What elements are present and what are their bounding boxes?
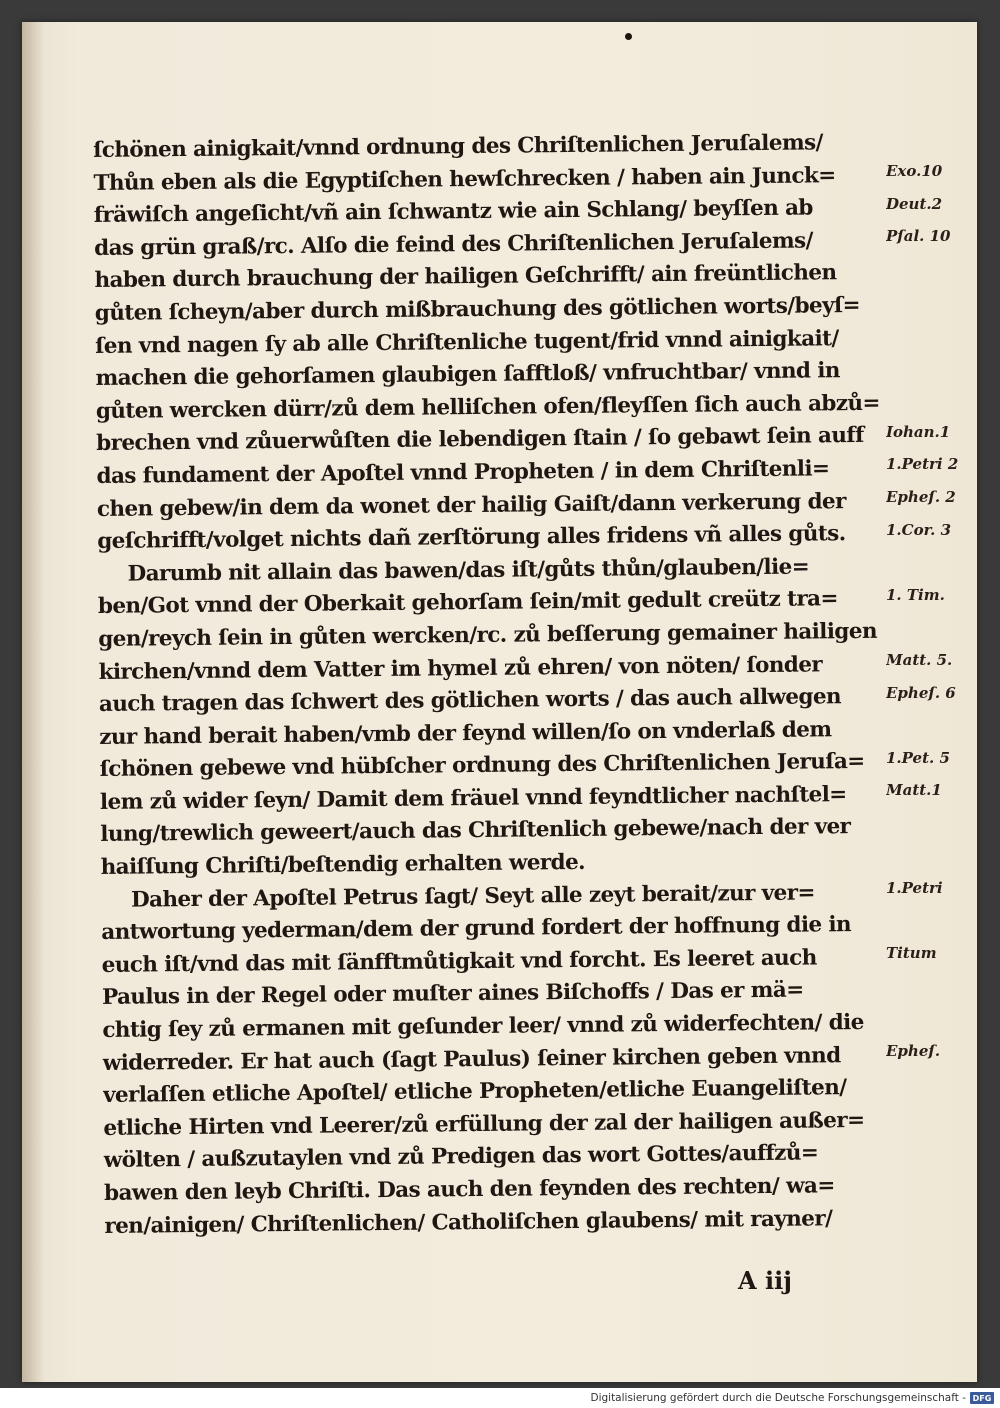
page-body-text [93,127,900,1243]
marginal-note: 1.Cor. 3 [886,520,952,539]
marginal-note: Epheſ. [886,1042,941,1061]
text-line: gen/reych ſein in gůten wercken/rc. zů beſſerung gemainer hailigen [98,618,878,652]
marginal-note: Exo.10 [886,162,943,180]
text-line: widerreder. Er hat auch (ſagt Paulus) ſeiner kirchen geben vnnd [102,1042,841,1076]
marginal-note: Matt.1 [886,781,942,800]
marginal-note: Epheſ. 6 [886,683,956,702]
text-line: euch iſt/vnd das mit ſänfftmůtigkait vnd forcht. Es leeret auch [101,945,817,978]
text-line: brechen vnd zůuerwůſten die lebendigen ſtain / ſo gebawt ſein auff [96,423,864,457]
text-line: fräwiſch angeſicht/vñ ain ſchwantz wie ain Schlang/ beyſſen ab [93,195,813,229]
text-line: gůten ſcheyn/aber durch mißbrauchung des götlichen worts/beyſ= [94,292,861,326]
marginal-note: 1.Pet. 5 [886,748,950,767]
text-line: lung/trewlich geweert/auch das Chriſtenlich gebewe/nach der ver [100,814,851,848]
text-line: Paulus in der Regel oder muſter aines Biſchoffs / Das er mä= [101,978,804,1011]
text-line: bawen den leyb Chriſti. Das auch den feynden des rechten/ wa= [103,1173,835,1206]
marginal-note: 1.Petri [886,879,943,898]
marginal-note: 1. Tim. [886,585,945,604]
text-line: haiſſung Chriſti/beſtendig erhalten werde. [100,849,586,881]
text-line: machen die gehorſamen glaubigen ſafftloß/ vnfruchtbar/ vnnd in [95,358,841,392]
text-line: ben/Got vnnd der Oberkait gehorſam ſein/mit gedult creütz tra= [97,586,838,620]
text-line: etliche Hirten vnd Leerer/zů erfüllung der zal der hailigen außer= [103,1107,865,1141]
marginal-note: Iohan.1 [886,422,951,441]
text-line: antwortung yederman/dem der grund fordert der hoffnung die in [101,912,852,946]
text-line: lem zů wider ſeyn/ Damit dem fräuel vnnd feyndtlicher nachſtel= [99,782,847,815]
marginal-note: Epheſ. 2 [886,488,956,506]
text-line: ſchönen gebewe vnd hübſcher ordnung des Chriſtenlichen Jeruſa= [99,749,865,783]
text-line: gůten wercken dürr/zů dem helliſchen ofen/fleyſſen ſich auch abzů= [95,390,880,424]
dfg-logo: DFG [970,1392,994,1404]
text-line: chtig ſey zů ermanen mit geſunder leer/ vnnd zů widerfechten/ die [102,1010,864,1043]
ink-dot [625,33,632,40]
text-line: das fundament der Apoſtel vnnd Propheten / in dem Chriſtenli= [96,456,830,489]
text-line: verlaſſen etliche Apoſtel/ etliche Propheten/etliche Euangeliſten/ [102,1075,847,1109]
text-line: Thůn eben als die Egyptiſchen hewſchrecken / haben ain Junck= [93,162,836,196]
text-line: kirchen/vnnd dem Vatter im hymel zů ehren/ von nöten/ ſonder [98,651,823,685]
text-line: Daher der Apoſtel Petrus ſagt/ Seyt alle zeyt berait/zur ver= [130,880,815,913]
text-line: zur hand berait haben/vmb der feynd willen/ſo on vnderlaß dem [99,716,832,750]
text-line: ren/ainigen/ Chriſtenlichen/ Catholiſchen glaubens/ mit rayner/ [104,1205,833,1239]
marginal-note: Titum [886,944,937,963]
signature-mark: A iij [738,1266,792,1295]
footer-credit: Digitalisierung gefördert durch die Deutsche Forschungsgemeinschaft - [590,1392,966,1404]
marginal-note: Pſal. 10 [886,227,951,246]
text-line: ſen vnd nagen ſy ab alle Chriſtenliche tugent/frid vnnd ainigkait/ [95,325,839,359]
text-line: ſchönen ainigkait/vnnd ordnung des Chriſtenlichen Jeruſalems/ [93,130,823,163]
text-line: auch tragen das ſchwert des götlichen worts / das auch allwegen [98,684,842,718]
text-line: wölten / außzutaylen vnd zů Predigen das wort Gottes/auffzů= [103,1140,819,1174]
text-line: geſchrifft/volget nichts dañ zerſtörung alles fridens vñ alles gůts. [97,521,846,555]
text-line: das grün graß/rc. Alſo die feind des Chriſtenlichen Jeruſalems/ [94,228,813,261]
text-line: Darumb nit allain das bawen/das iſt/gůts thůn/glauben/lie= [127,554,810,587]
marginal-note: 1.Petri 2 [886,455,959,474]
footer-bar [0,1388,1000,1408]
marginal-note: Matt. 5. [886,651,953,669]
text-line: haben durch brauchung der hailigen Geſchrifft/ ain freüntlichen [94,260,837,294]
marginal-note: Deut.2 [886,194,943,213]
text-line: chen gebew/in dem da wonet der hailig Gaiſt/dann verkerung der [96,488,846,522]
